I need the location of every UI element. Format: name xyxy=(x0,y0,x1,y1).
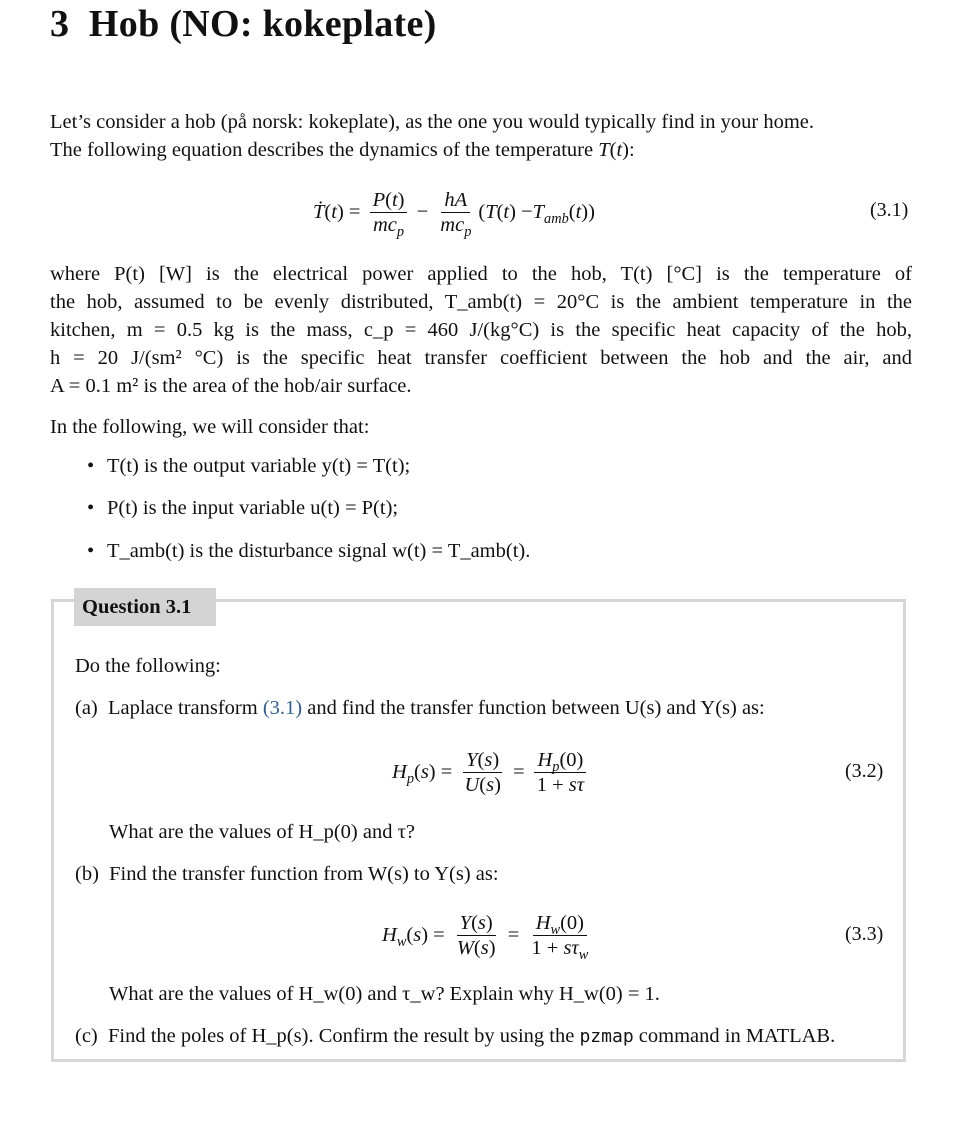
equation-3-1-label: (3.1) xyxy=(870,199,909,221)
section-heading xyxy=(50,2,437,46)
where-paragraph xyxy=(50,260,912,400)
question-part-a: (a) Laplace transform (3.1) and find the transfer function between U(s) and Y(s) as: xyxy=(75,697,765,719)
part-a-followup: What are the values of H_p(0) and τ? xyxy=(109,821,415,843)
question-part-b: (b) Find the transfer function from W(s) to Y(s) as: xyxy=(75,863,499,885)
bullet-item-2: • P(t) is the input variable u(t) = P(t); xyxy=(87,497,399,519)
equation-reference-link[interactable]: (3.1) xyxy=(262,697,303,719)
intro-line-2: The following equation describes the dynamics of the temperature T(t): xyxy=(50,139,635,161)
where-line-3: kitchen, m = 0.5 kg is the mass, c_p = 460 J/(kg°C) is the specific heat capacity of the hob, xyxy=(50,319,912,341)
bullet-dot-icon: • xyxy=(87,540,95,562)
part-a-label: (a) xyxy=(75,697,98,719)
following-text: In the following, we will consider that: xyxy=(50,416,370,438)
section-title: Hob (NO: kokeplate) xyxy=(88,3,437,45)
equation-3-2-label: (3.2) xyxy=(845,760,884,782)
where-line-2: the hob, assumed to be evenly distributed, T_amb(t) = 20°C is the ambient temperature in the xyxy=(50,291,912,313)
where-line-5: A = 0.1 m² is the area of the hob/air surface. xyxy=(50,375,412,397)
equation-3-2: $H_p$ ( s ) = $\frac{Y(s)}{U(s)}$ = $\frac{H_p(0)}{1 + s\tau}$ xyxy=(392,742,591,802)
bullet-dot-icon: • xyxy=(87,455,95,477)
part-b-label: (b) xyxy=(75,863,99,885)
intro-paragraph xyxy=(50,108,814,164)
bullet-item-1: • T(t) is the output variable y(t) = T(t); xyxy=(87,455,411,477)
where-line-1: where P(t) [W] is the electrical power applied to the hob, T(t) [°C] is the temperature of xyxy=(50,263,912,285)
part-b-followup: What are the values of H_w(0) and τ_w? Explain why H_w(0) = 1. xyxy=(109,983,660,1005)
bullet-item-3: • T_amb(t) is the disturbance signal w(t) = T_amb(t). xyxy=(87,540,531,562)
equation-3-3-label: (3.3) xyxy=(845,923,884,945)
matlab-command: pzmap xyxy=(579,1026,634,1047)
equation-3-1: Ṫ ( t ) = $\frac{P(t)}{mc_p}$ − $\frac{hA}{mc_p}$ ( T ( t ) − $T_{amb}$ ( t )) xyxy=(313,188,595,240)
question-part-c: (c) Find the poles of H_p(s). Confirm the result by using the pzmap command in MATLAB. xyxy=(75,1025,836,1047)
equation-3-3: $H_w$ ( s ) = $\frac{Y(s)}{W(s)}$ = $\frac{H_w(0)}{1 + s\tau_w}$ xyxy=(382,911,589,963)
part-c-label: (c) xyxy=(75,1025,98,1047)
bullet-dot-icon: • xyxy=(87,497,95,519)
where-line-4: h = 20 J/(sm² °C) is the specific heat transfer coefficient between the hob and the air, and xyxy=(50,347,912,369)
question-title: Question 3.1 xyxy=(74,588,216,626)
section-number: 3 xyxy=(50,3,70,45)
intro-line-1: Let’s consider a hob (på norsk: kokeplate), as the one you would typically find in your home. xyxy=(50,111,815,133)
question-intro: Do the following: xyxy=(75,655,221,677)
